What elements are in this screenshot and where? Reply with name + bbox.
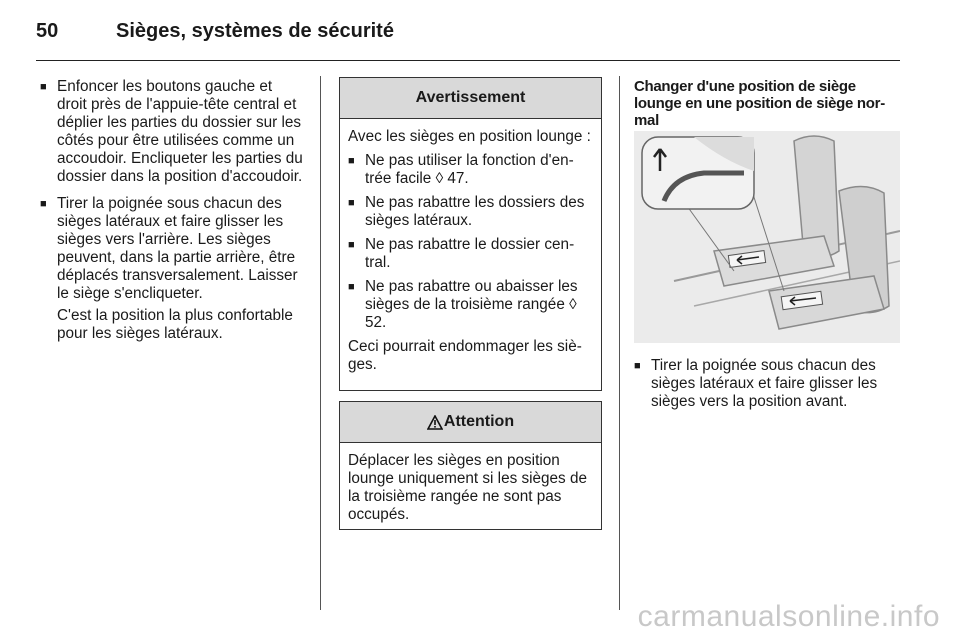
watermark: carmanualsonline.info	[637, 600, 940, 633]
warning-box-title: Avertissement	[340, 78, 601, 119]
note-paragraph: C'est la position la plus confortable pour les sièges latéraux.	[57, 307, 293, 342]
column-divider-right	[619, 76, 620, 610]
warning-intro: Avec les sièges en position lounge :	[348, 128, 591, 145]
attention-box-header	[340, 402, 601, 443]
warning-bullet: ■ Ne pas rabattre les dossiers des sièges latéraux.	[348, 194, 592, 230]
warning-bullet: ■ Ne pas rabattre ou abaisser les sièges de la troisième rangée ◊ 52.	[348, 278, 592, 332]
page-number: 50	[36, 20, 59, 42]
page-title: Sièges, systèmes de sécurité	[116, 20, 394, 42]
page-header	[36, 20, 394, 50]
seat-illustration	[634, 131, 900, 343]
right-column	[634, 78, 902, 420]
column-divider-left	[320, 76, 321, 610]
left-column	[40, 78, 306, 349]
attention-box-title: Attention	[443, 413, 515, 430]
bullet-item: ■ Tirer la poignée sous chacun des sièges latéraux et faire glisser les sièges vers l'arrière. Les sièges peuvent, dans la partie arrière, être déplacés transversalement. Laisser le siège s'encliqueter.	[40, 195, 306, 303]
warning-box	[339, 77, 602, 391]
attention-box	[339, 401, 602, 530]
warning-outro: Ceci pourrait endommager les sièges.	[348, 338, 582, 373]
bullet-item: ■ Tirer la poignée sous chacun des sièges latéraux et faire glisser les sièges vers la position avant.	[634, 357, 902, 411]
section-heading: Changer d'une position de siège lounge en une position de siège normal	[634, 78, 886, 129]
seat-diagram-image	[634, 131, 900, 343]
warning-triangle-icon	[427, 415, 443, 430]
bullet-item: ■ Enfoncer les boutons gauche et droit près de l'appuie-tête central et déplier les parties du dossier sur les côtés pour être utilisées comme un accoudoir. Encliqueter les parties du dossier dans la position d'accoudoir.	[40, 78, 306, 186]
attention-text: Déplacer les sièges en position lounge uniquement si les sièges de la troisième rangée ne sont pas occupés.	[348, 452, 587, 523]
warning-bullet: ■ Ne pas rabattre le dossier central.	[348, 236, 592, 272]
header-divider	[36, 60, 900, 61]
warning-bullet: ■ Ne pas utiliser la fonction d'entrée facile ◊ 47.	[348, 152, 592, 188]
